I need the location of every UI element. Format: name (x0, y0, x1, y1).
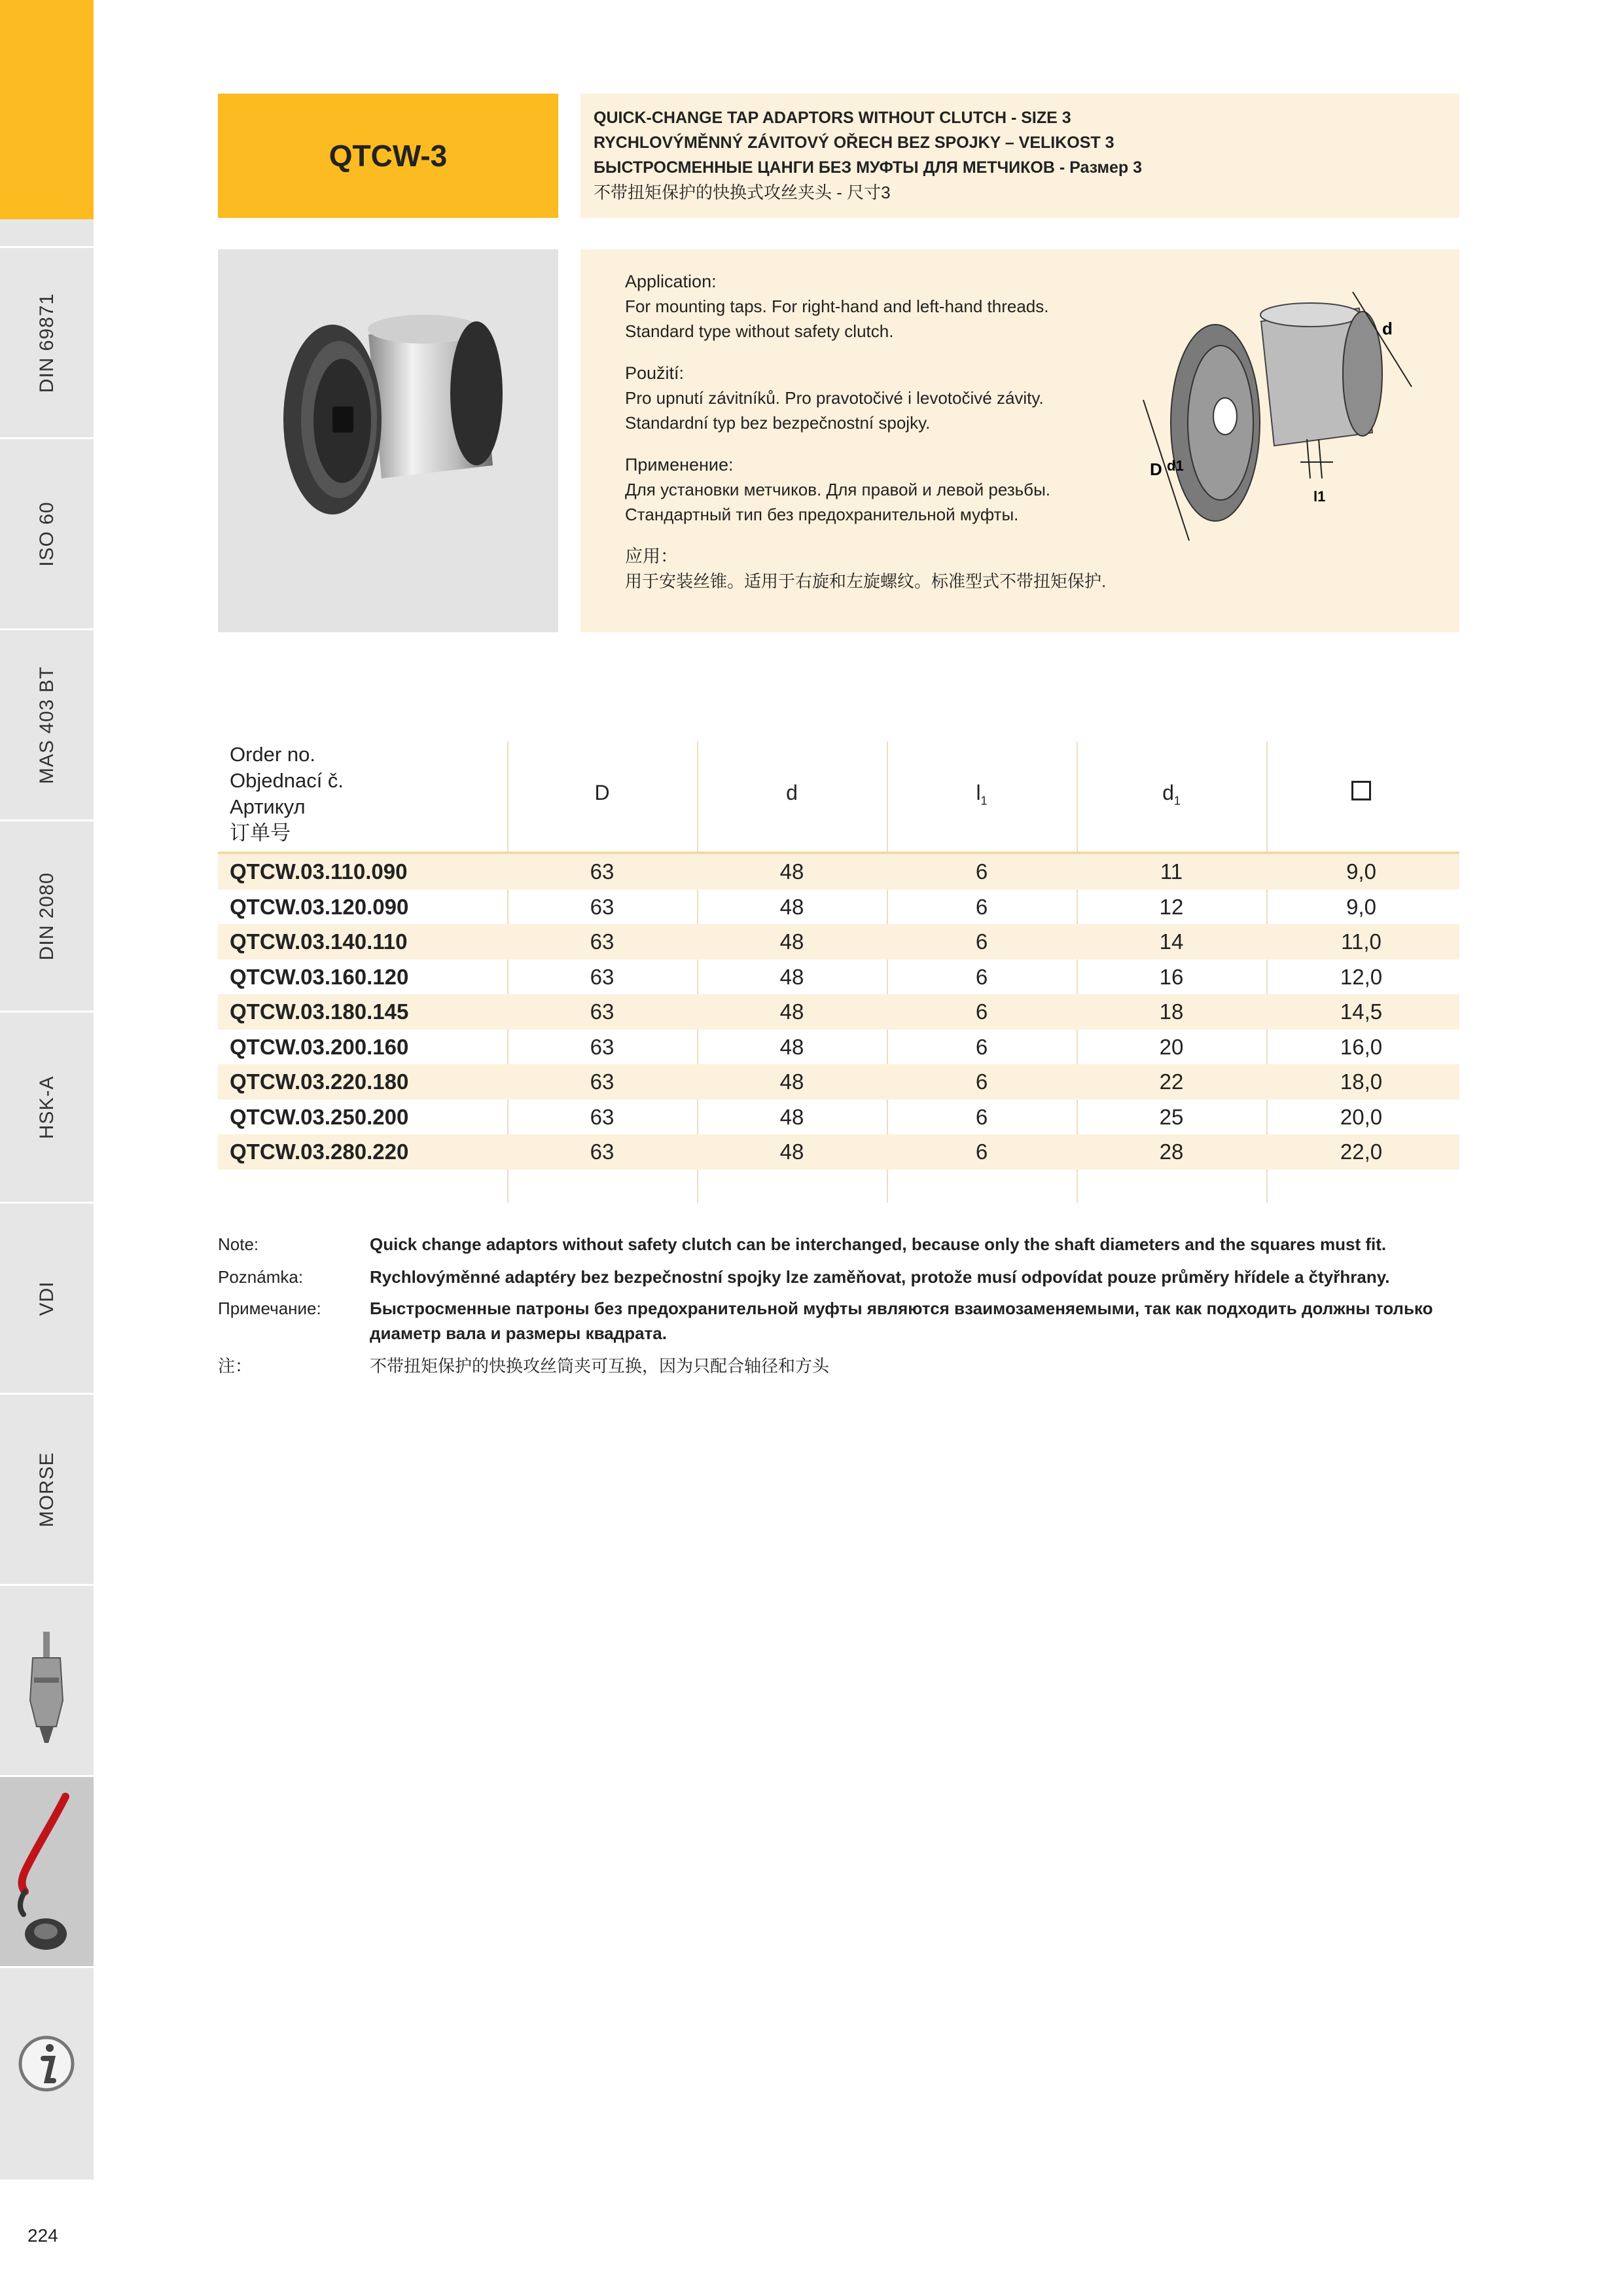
description-cz: RYCHLOVÝMĚNNÝ ZÁVITOVÝ OŘECH BEZ SPOJKY – VELIKOST 3 (594, 134, 1115, 152)
note-ru-text: Быстросменные патроны без предохранительной муфты являются взаимозаменяемыми, так как подходить должны только диаметр вала и размеры квадрата. (370, 1299, 1433, 1343)
cell-d: 48 (779, 859, 804, 884)
sidebar-tab-wrench-collet[interactable] (0, 1775, 94, 1966)
sidebar-tab-iso-60[interactable]: ISO 60 (0, 437, 94, 628)
order-number-cell: QTCW.03.160.120 (230, 964, 409, 989)
info-icon (0, 1968, 94, 2159)
cell-D: 63 (590, 1104, 615, 1129)
sidebar-tab-mas-403-bt[interactable]: MAS 403 BT (0, 628, 94, 819)
dim-label-d1: d1 (1167, 457, 1184, 474)
order-number-cell: QTCW.03.200.160 (230, 1034, 409, 1059)
cell-D: 63 (590, 894, 615, 919)
order-number-cell: QTCW.03.280.220 (230, 1139, 409, 1164)
cell-D: 63 (590, 859, 615, 884)
order-number-cell: QTCW.03.250.200 (230, 1104, 409, 1129)
note-cz-text: Rychlovýměnné adaptéry bez bezpečnostní spojky lze zaměňovat, protože musí odpovídat pouze průměry hřídele a čtyřhrany. (370, 1267, 1390, 1287)
cell-D: 63 (590, 1139, 615, 1164)
drill-chuck-icon (0, 1586, 94, 1777)
application-en-line-1: For mounting taps. For right-hand and left-hand threads. (625, 296, 1049, 316)
dim-label-d: d (1382, 319, 1393, 338)
cell-d1: 25 (1159, 1104, 1184, 1129)
cell-l1: 6 (975, 929, 988, 954)
application-zh-heading: 应用： (625, 547, 678, 566)
table-row (218, 1100, 1459, 1135)
cell-sq: 18,0 (1340, 1069, 1383, 1094)
cell-d: 48 (779, 929, 804, 954)
note-zh-label: 注： (218, 1356, 253, 1376)
table-body (218, 854, 1459, 1170)
order-number-header: Order no. Objednací č. Артикул 订单号 (230, 743, 344, 844)
cell-sq: 14,5 (1340, 999, 1383, 1024)
cell-l1: 6 (975, 964, 988, 989)
cell-d1: 16 (1159, 964, 1184, 989)
column-header-D: D (594, 781, 610, 804)
cell-sq: 12,0 (1340, 964, 1383, 989)
dim-label-D: D (1150, 459, 1162, 479)
order-number-cell: QTCW.03.180.145 (230, 999, 409, 1024)
table-row (218, 1064, 1459, 1100)
sidebar-tab-din-2080[interactable]: DIN 2080 (0, 819, 94, 1011)
specification-table (218, 742, 1459, 1209)
product-title: QTCW-3 (218, 94, 558, 218)
dimension-drawing (1111, 282, 1438, 564)
cell-l1: 6 (975, 1104, 988, 1129)
description-en: QUICK-CHANGE TAP ADAPTORS WITHOUT CLUTCH - SIZE 3 (594, 109, 1071, 127)
cell-d1: 18 (1159, 999, 1184, 1024)
cell-d: 48 (779, 1069, 804, 1094)
cell-d1: 28 (1159, 1139, 1184, 1164)
application-ru-heading: Применение: (625, 455, 734, 475)
cell-D: 63 (590, 999, 615, 1024)
sidebar (0, 0, 94, 2179)
cell-sq: 20,0 (1340, 1104, 1383, 1129)
application-ru-line-1: Для установки метчиков. Для правой и левой резьбы. (625, 480, 1050, 499)
cell-D: 63 (590, 1069, 615, 1094)
cell-d1: 12 (1159, 894, 1184, 919)
cell-d1: 22 (1159, 1069, 1184, 1094)
cell-d1: 20 (1159, 1034, 1184, 1059)
order-number-cell: QTCW.03.120.090 (230, 894, 409, 919)
note-en-label: Note: (218, 1234, 259, 1254)
wrench-and-collet-icon (0, 1777, 94, 1968)
note-en-text: Quick change adaptors without safety clutch can be interchanged, because only the shaft diameters and the squares must fit. (370, 1234, 1387, 1254)
cell-d: 48 (779, 1104, 804, 1129)
product-description (580, 94, 1459, 218)
product-photo (218, 249, 558, 632)
column-header-d1: $d_1$ (1162, 781, 1181, 808)
cell-l1: 6 (975, 1139, 988, 1164)
cell-l1: 6 (975, 859, 988, 884)
table-row (218, 924, 1459, 960)
cell-l1: 6 (975, 1069, 988, 1094)
column-header-square (1266, 781, 1456, 806)
application-cz-line-2: Standardní typ bez bezpečnostní spojky. (625, 413, 931, 433)
table-row (218, 994, 1459, 1030)
square-icon (1351, 781, 1371, 800)
sidebar-tab-drill-chuck[interactable] (0, 1584, 94, 1775)
table-row (218, 960, 1459, 995)
cell-sq: 9,0 (1346, 894, 1376, 919)
application-en-heading: Application: (625, 272, 717, 291)
cell-l1: 6 (975, 1034, 988, 1059)
sidebar-tab-din-69871[interactable]: DIN 69871 (0, 246, 94, 437)
note-ru-label: Примечание: (218, 1299, 321, 1318)
cell-D: 63 (590, 1034, 615, 1059)
cell-d: 48 (779, 1139, 804, 1164)
cell-sq: 22,0 (1340, 1139, 1383, 1164)
cell-d1: 11 (1160, 859, 1183, 884)
note-cz-label: Poznámka: (218, 1267, 304, 1287)
table-row (218, 854, 1459, 889)
note-zh-text: 不带扭矩保护的快换攻丝筒夹可互换，因为只配合轴径和方头 (370, 1356, 830, 1376)
cell-l1: 6 (975, 999, 988, 1024)
description-zh: 不带扭矩保护的快换式攻丝夹头 - 尺寸3 (594, 183, 891, 202)
cell-D: 63 (590, 929, 615, 954)
cell-sq: 9,0 (1346, 859, 1376, 884)
application-ru-line-2: Стандартный тип без предохранительной муфты. (625, 505, 1019, 524)
application-cz-heading: Použití: (625, 363, 685, 383)
cell-D: 63 (590, 964, 615, 989)
cell-d: 48 (779, 1034, 804, 1059)
application-en-line-2: Standard type without safety clutch. (625, 321, 894, 341)
application-cz-line-1: Pro upnutí závitníků. Pro pravotočivé i levotočivé závity. (625, 388, 1044, 408)
cell-d1: 14 (1159, 929, 1184, 954)
table-row (218, 889, 1459, 925)
order-number-cell: QTCW.03.110.090 (230, 859, 408, 884)
sidebar-tab-hsk-a[interactable]: HSK-A (0, 1011, 94, 1202)
order-number-cell: QTCW.03.220.180 (230, 1069, 409, 1094)
application-zh-line-1: 用于安装丝锥。适用于右旋和左旋螺纹。标准型式不带扭矩保护. (625, 571, 1107, 591)
sidebar-accent-block (0, 0, 94, 219)
column-header-d: d (786, 781, 798, 804)
cell-l1: 6 (975, 894, 988, 919)
cell-sq: 11,0 (1341, 929, 1382, 954)
table-row (218, 1134, 1459, 1170)
application-panel (580, 249, 1459, 632)
dim-label-l1: l1 (1313, 488, 1326, 505)
cell-d: 48 (779, 999, 804, 1024)
order-number-cell: QTCW.03.140.110 (230, 929, 408, 954)
cell-d: 48 (779, 894, 804, 919)
table-row (218, 1030, 1459, 1065)
cell-d: 48 (779, 964, 804, 989)
sidebar-tab-info[interactable] (0, 1966, 94, 2157)
cell-sq: 16,0 (1340, 1034, 1383, 1059)
sidebar-tab-vdi[interactable]: VDI (0, 1202, 94, 1393)
column-header-l1: $l_1$ (976, 781, 988, 808)
description-ru: БЫСТРОСМЕННЫЕ ЦАНГИ БЕЗ МУФТЫ ДЛЯ МЕТЧИКОВ - Размер 3 (594, 158, 1143, 177)
tap-adaptor-image (218, 249, 558, 632)
sidebar-tab-morse[interactable]: MORSE (0, 1393, 94, 1584)
table-header (218, 742, 1459, 854)
page-number: 224 (27, 2225, 58, 2246)
